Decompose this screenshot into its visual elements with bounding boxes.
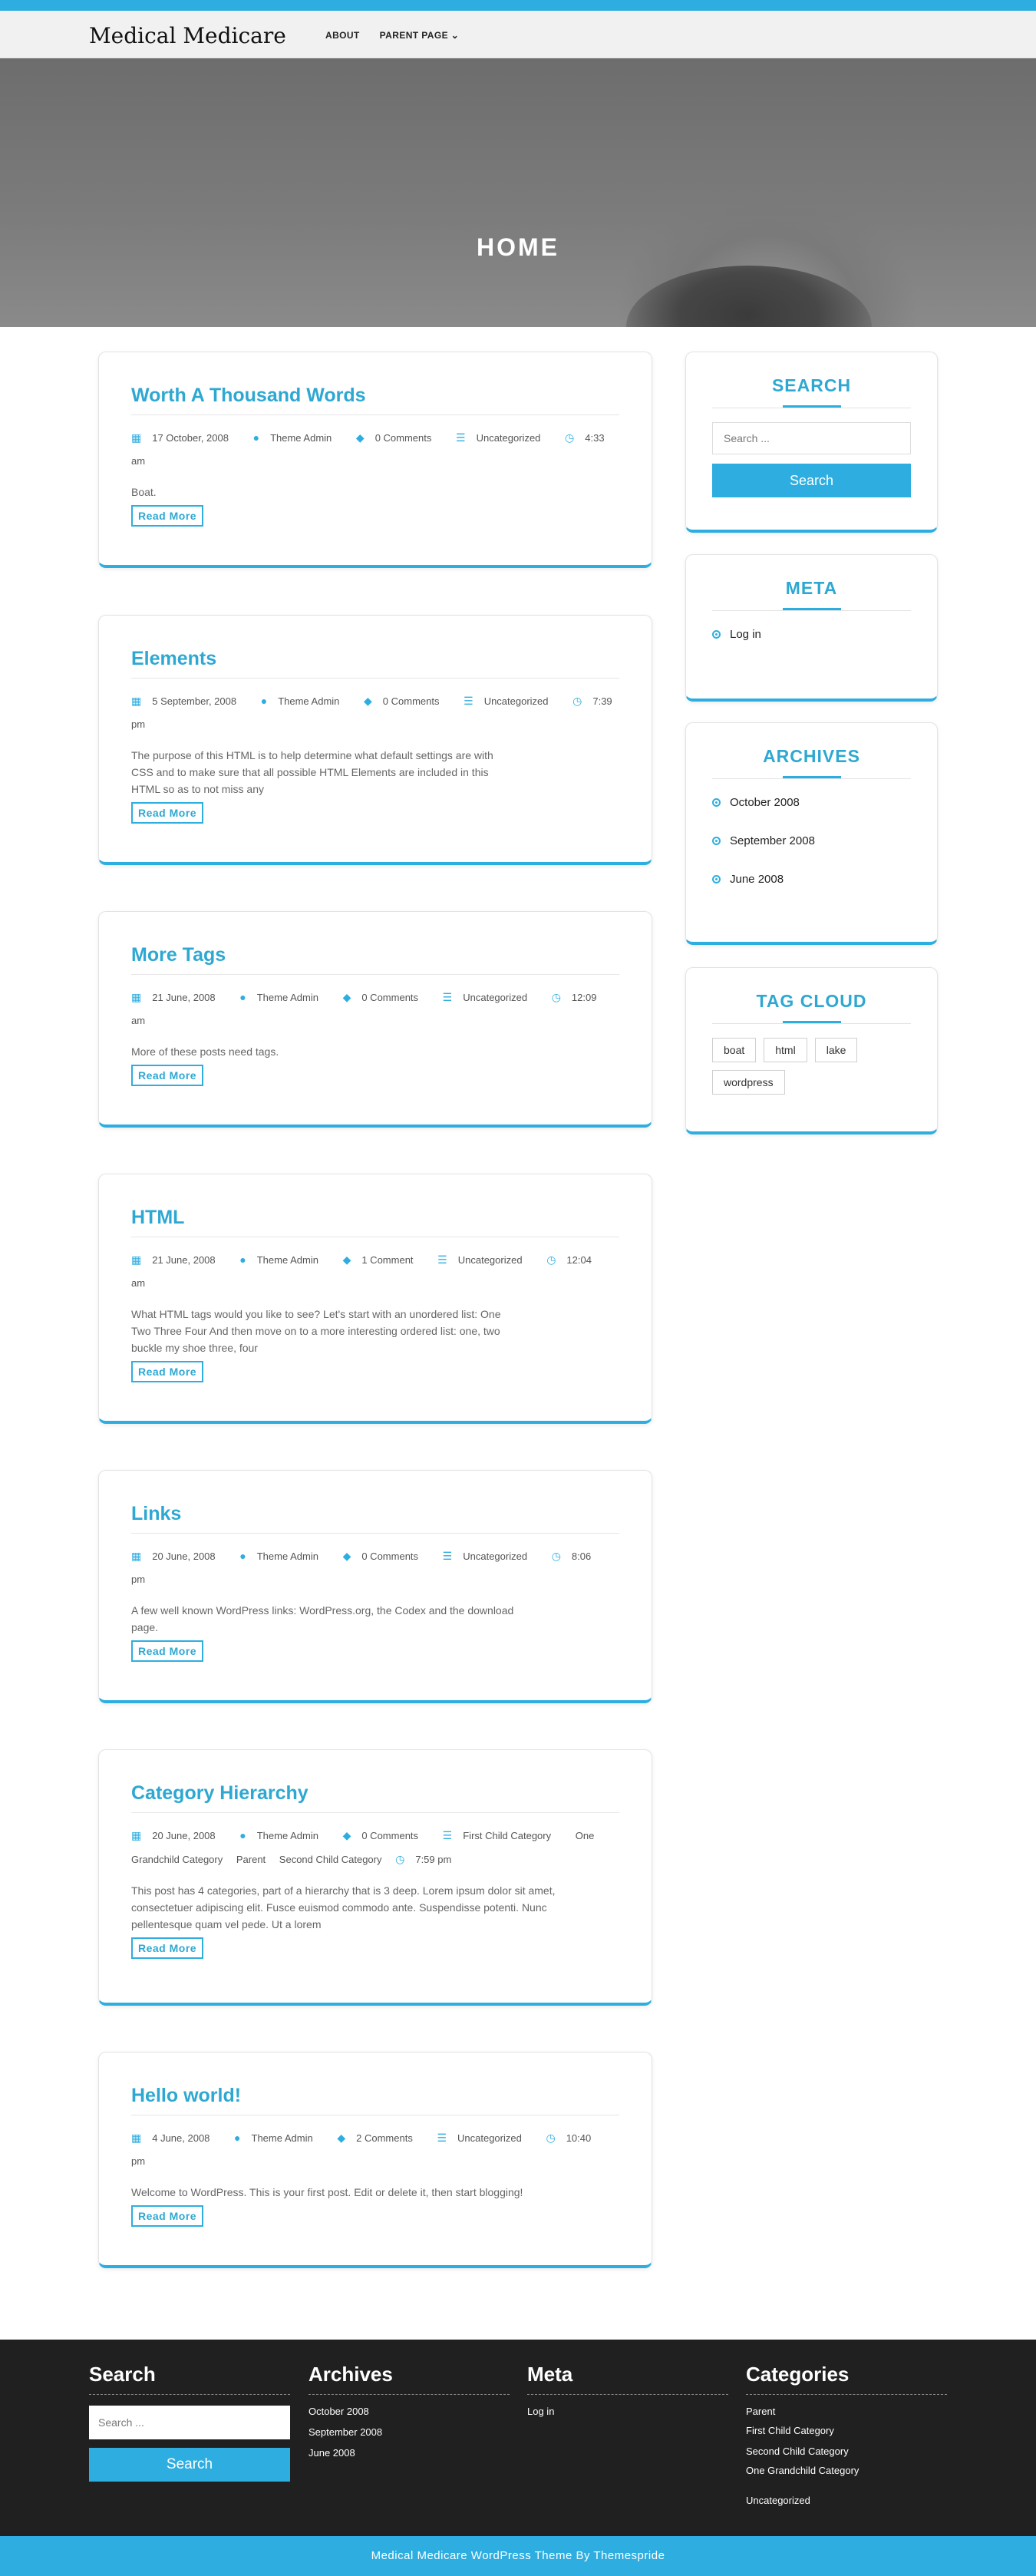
footer-divider bbox=[746, 2394, 947, 2395]
list-icon: ☰ bbox=[442, 1550, 453, 1562]
list-icon: ☰ bbox=[437, 1253, 447, 1266]
post-category[interactable]: Uncategorized bbox=[457, 2132, 522, 2144]
user-icon: ● bbox=[234, 2132, 241, 2144]
post-author[interactable]: Theme Admin bbox=[256, 1830, 318, 1841]
post-comments[interactable]: 0 Comments bbox=[382, 695, 440, 707]
footer-divider bbox=[527, 2394, 728, 2395]
read-more-button[interactable]: Read More bbox=[131, 1361, 203, 1382]
comments-icon: ◆ bbox=[342, 1829, 351, 1841]
meta-list bbox=[712, 625, 911, 645]
post-comments[interactable]: 2 Comments bbox=[356, 2132, 413, 2144]
clock-icon: ◷ bbox=[551, 1550, 561, 1562]
post-comments[interactable]: 0 Comments bbox=[361, 1830, 419, 1841]
tag-cloud bbox=[712, 1038, 911, 1095]
post-author[interactable]: Theme Admin bbox=[256, 1551, 318, 1562]
post-meta bbox=[131, 986, 619, 1032]
user-icon: ● bbox=[260, 695, 268, 707]
footer-heading: Categories bbox=[746, 2363, 850, 2386]
theme-credit-link[interactable]: Medical Medicare WordPress Theme By Themespride bbox=[371, 2549, 665, 2562]
post-comments[interactable]: 1 Comment bbox=[361, 1254, 414, 1266]
post-card bbox=[98, 1174, 652, 1424]
post-category[interactable]: Uncategorized bbox=[483, 695, 549, 707]
post-excerpt: This post has 4 categories, part of a hierarchy that is 3 deep. Lorem ipsum dolor sit amet, consectetuer adipiscing elit. Fusce euismod commodo ante. Suspendisse potenti. Nunc pellentesque quam vel pede. Ut a lorem bbox=[131, 1884, 556, 1930]
post-author[interactable]: Theme Admin bbox=[251, 2132, 313, 2144]
copyright-bar bbox=[0, 2536, 1036, 2576]
widget-title: SEARCH bbox=[771, 375, 852, 395]
post-category[interactable]: Uncategorized bbox=[463, 992, 528, 1003]
post-meta bbox=[131, 426, 619, 473]
post-card bbox=[98, 911, 652, 1128]
footer-login-link[interactable]: Log in bbox=[527, 2406, 555, 2417]
comments-icon: ◆ bbox=[342, 1253, 351, 1266]
comments-icon: ◆ bbox=[342, 1550, 351, 1562]
post-meta bbox=[131, 1248, 619, 1295]
footer-archive-link[interactable]: September 2008 bbox=[308, 2426, 383, 2438]
post-date[interactable]: 17 October, 2008 bbox=[152, 432, 229, 444]
bullet-icon bbox=[712, 630, 721, 639]
post-meta bbox=[131, 1544, 619, 1591]
calendar-icon: ▦ bbox=[131, 431, 142, 444]
post-comments[interactable]: 0 Comments bbox=[374, 432, 432, 444]
post-excerpt: More of these posts need tags. bbox=[131, 1045, 279, 1058]
search-button[interactable]: Search bbox=[712, 464, 911, 497]
post-title[interactable]: Hello world! bbox=[131, 2085, 242, 2106]
footer-category-link[interactable]: Parent bbox=[746, 2406, 776, 2417]
list-icon: ☰ bbox=[442, 1829, 453, 1841]
post-meta bbox=[131, 1824, 619, 1871]
site-footer bbox=[0, 2340, 1036, 2536]
post-date[interactable]: 20 June, 2008 bbox=[152, 1551, 216, 1562]
user-icon: ● bbox=[239, 1829, 246, 1841]
post-card bbox=[98, 615, 652, 865]
comments-icon: ◆ bbox=[355, 431, 365, 444]
calendar-icon: ▦ bbox=[131, 2132, 142, 2144]
post-category[interactable]: Uncategorized bbox=[457, 1254, 523, 1266]
post-divider bbox=[131, 1533, 619, 1534]
footer-category-link[interactable]: One Grandchild Category bbox=[746, 2465, 859, 2476]
post-author[interactable]: Theme Admin bbox=[256, 1254, 318, 1266]
tag-link[interactable]: boat bbox=[712, 1038, 756, 1062]
archive-link[interactable]: September 2008 bbox=[730, 834, 815, 847]
post-card bbox=[98, 1749, 652, 2006]
list-icon: ☰ bbox=[456, 431, 466, 444]
post-author[interactable]: Theme Admin bbox=[270, 432, 332, 444]
tag-link[interactable]: wordpress bbox=[712, 1070, 785, 1095]
widget-title: ARCHIVES bbox=[763, 746, 860, 766]
post-time: 12:09 am bbox=[131, 992, 597, 1026]
post-meta bbox=[131, 689, 619, 736]
user-icon: ● bbox=[239, 1550, 246, 1562]
post-title[interactable]: Elements bbox=[131, 648, 217, 669]
post-divider bbox=[131, 974, 619, 975]
clock-icon: ◷ bbox=[565, 431, 575, 444]
bullet-icon bbox=[712, 875, 721, 883]
post-title[interactable]: More Tags bbox=[131, 944, 226, 966]
post-title[interactable]: HTML bbox=[131, 1207, 185, 1228]
post-date[interactable]: 5 September, 2008 bbox=[152, 695, 237, 707]
tag-cloud-widget bbox=[685, 967, 938, 1134]
list-icon: ☰ bbox=[464, 695, 473, 707]
post-time: 7:39 pm bbox=[131, 695, 612, 730]
post-comments[interactable]: 0 Comments bbox=[361, 1551, 419, 1562]
footer-category-link[interactable]: First Child Category bbox=[746, 2425, 834, 2436]
meta-widget bbox=[685, 554, 938, 702]
footer-heading: Search bbox=[89, 2363, 156, 2386]
post-card bbox=[98, 352, 652, 568]
post-excerpt: The purpose of this HTML is to help determine what default settings are with CSS and to make sure that all possible HTML Elements are included in this HTML so as to not miss any bbox=[131, 749, 493, 795]
footer-categories bbox=[746, 2363, 947, 2515]
footer-category-link[interactable]: Uncategorized bbox=[746, 2495, 810, 2506]
post-author[interactable]: Theme Admin bbox=[278, 695, 340, 707]
page-title: HOME bbox=[477, 233, 559, 261]
post-author[interactable]: Theme Admin bbox=[256, 992, 318, 1003]
read-more-button[interactable]: Read More bbox=[131, 505, 203, 527]
meta-login-link[interactable]: Log in bbox=[730, 628, 761, 641]
post-title[interactable]: Worth A Thousand Words bbox=[131, 385, 366, 406]
footer-search-input[interactable]: Search ... bbox=[89, 2406, 290, 2439]
archives-widget bbox=[685, 722, 938, 945]
search-widget bbox=[685, 352, 938, 533]
widget-title: META bbox=[785, 578, 838, 598]
calendar-icon: ▦ bbox=[131, 1829, 142, 1841]
search-input[interactable]: Search ... bbox=[712, 422, 911, 454]
hero-banner bbox=[0, 58, 1036, 327]
user-icon: ● bbox=[239, 1253, 246, 1266]
post-card bbox=[98, 1470, 652, 1703]
calendar-icon: ▦ bbox=[131, 1253, 142, 1266]
footer-archive-link[interactable]: June 2008 bbox=[308, 2447, 355, 2459]
calendar-icon: ▦ bbox=[131, 991, 142, 1003]
clock-icon: ◷ bbox=[395, 1853, 405, 1865]
post-card bbox=[98, 2052, 652, 2268]
list-item[interactable] bbox=[712, 831, 911, 851]
user-icon: ● bbox=[239, 991, 246, 1003]
footer-heading: Meta bbox=[527, 2363, 573, 2386]
footer-meta bbox=[527, 2363, 728, 2426]
list-item[interactable] bbox=[712, 625, 911, 645]
footer-category-link[interactable]: Second Child Category bbox=[746, 2446, 849, 2457]
post-divider bbox=[131, 414, 619, 415]
tag-link[interactable]: html bbox=[764, 1038, 807, 1062]
post-comments[interactable]: 0 Comments bbox=[361, 992, 419, 1003]
archive-link[interactable]: June 2008 bbox=[730, 873, 784, 886]
comments-icon: ◆ bbox=[364, 695, 372, 707]
list-icon: ☰ bbox=[437, 2132, 447, 2144]
post-date[interactable]: 4 June, 2008 bbox=[152, 2132, 210, 2144]
post-time: 10:40 pm bbox=[131, 2132, 592, 2167]
clock-icon: ◷ bbox=[546, 1253, 556, 1266]
widget-divider bbox=[712, 778, 911, 779]
widget-title: TAG CLOUD bbox=[756, 991, 867, 1011]
post-category[interactable]: Second Child Category bbox=[279, 1854, 382, 1865]
chevron-down-icon: ⌄ bbox=[450, 30, 460, 41]
footer-archives bbox=[308, 2363, 510, 2468]
clock-icon: ◷ bbox=[551, 991, 561, 1003]
clock-icon: ◷ bbox=[572, 695, 582, 707]
footer-archive-link[interactable]: October 2008 bbox=[308, 2406, 369, 2417]
archives-list bbox=[712, 793, 911, 890]
site-title[interactable]: Medical Medicare bbox=[89, 23, 286, 48]
post-title[interactable]: Category Hierarchy bbox=[131, 1782, 308, 1804]
archive-link[interactable]: October 2008 bbox=[730, 796, 800, 809]
list-item[interactable] bbox=[712, 793, 911, 813]
comments-icon: ◆ bbox=[337, 2132, 346, 2144]
post-date[interactable]: 21 June, 2008 bbox=[152, 1254, 216, 1266]
read-more-button[interactable]: Read More bbox=[131, 2205, 203, 2227]
footer-divider bbox=[308, 2394, 510, 2395]
tag-link[interactable]: lake bbox=[815, 1038, 858, 1062]
bullet-icon bbox=[712, 837, 721, 845]
bullet-icon bbox=[712, 798, 721, 807]
post-time: 4:33 am bbox=[131, 432, 605, 467]
post-excerpt: What HTML tags would you like to see? Let's start with an unordered list: One Two Three Four And then move on to a more interesting ordered list: one, two buckle my shoe three, four bbox=[131, 1308, 501, 1354]
comments-icon: ◆ bbox=[342, 991, 351, 1003]
post-divider bbox=[131, 1812, 619, 1813]
post-time: 7:59 pm bbox=[415, 1854, 452, 1865]
post-excerpt: Boat. bbox=[131, 486, 157, 498]
calendar-icon: ▦ bbox=[131, 1550, 142, 1562]
hero-image-object-top bbox=[626, 266, 872, 327]
post-time: 8:06 pm bbox=[131, 1551, 592, 1585]
footer-heading: Archives bbox=[308, 2363, 393, 2386]
post-category[interactable]: Uncategorized bbox=[463, 1551, 528, 1562]
post-category[interactable]: One Grandchild Category bbox=[131, 1830, 595, 1865]
post-time: 12:04 am bbox=[131, 1254, 592, 1289]
post-excerpt: A few well known WordPress links: WordPress.org, the Codex and the download page. bbox=[131, 1604, 514, 1633]
widget-divider bbox=[712, 610, 911, 611]
main-nav bbox=[325, 30, 459, 41]
footer-search bbox=[89, 2363, 290, 2482]
post-date[interactable]: 20 June, 2008 bbox=[152, 1830, 216, 1841]
top-accent-bar bbox=[0, 0, 1036, 11]
footer-search-button[interactable]: Search bbox=[89, 2448, 290, 2482]
user-icon: ● bbox=[252, 431, 260, 444]
read-more-button[interactable]: Read More bbox=[131, 1937, 203, 1959]
read-more-button[interactable]: Read More bbox=[131, 1640, 203, 1662]
post-category[interactable]: Parent bbox=[236, 1854, 266, 1865]
calendar-icon: ▦ bbox=[131, 695, 142, 707]
post-divider bbox=[131, 678, 619, 679]
site-header bbox=[0, 11, 1036, 58]
post-meta bbox=[131, 2126, 619, 2173]
read-more-button[interactable]: Read More bbox=[131, 1065, 203, 1086]
nav-parent-page[interactable] bbox=[380, 30, 460, 41]
nav-parent-page-label: PARENT PAGE bbox=[379, 30, 448, 41]
widget-divider bbox=[712, 1023, 911, 1024]
post-excerpt: Welcome to WordPress. This is your first post. Edit or delete it, then start blogging! bbox=[131, 2186, 523, 2198]
post-date[interactable]: 21 June, 2008 bbox=[152, 992, 216, 1003]
nav-about[interactable]: ABOUT bbox=[325, 30, 360, 41]
post-category[interactable]: Uncategorized bbox=[476, 432, 541, 444]
footer-divider bbox=[89, 2394, 290, 2395]
list-item[interactable] bbox=[712, 870, 911, 890]
post-title[interactable]: Links bbox=[131, 1503, 182, 1524]
read-more-button[interactable]: Read More bbox=[131, 802, 203, 824]
clock-icon: ◷ bbox=[546, 2132, 556, 2144]
list-icon: ☰ bbox=[442, 991, 453, 1003]
post-category[interactable]: First Child Category bbox=[463, 1830, 552, 1841]
